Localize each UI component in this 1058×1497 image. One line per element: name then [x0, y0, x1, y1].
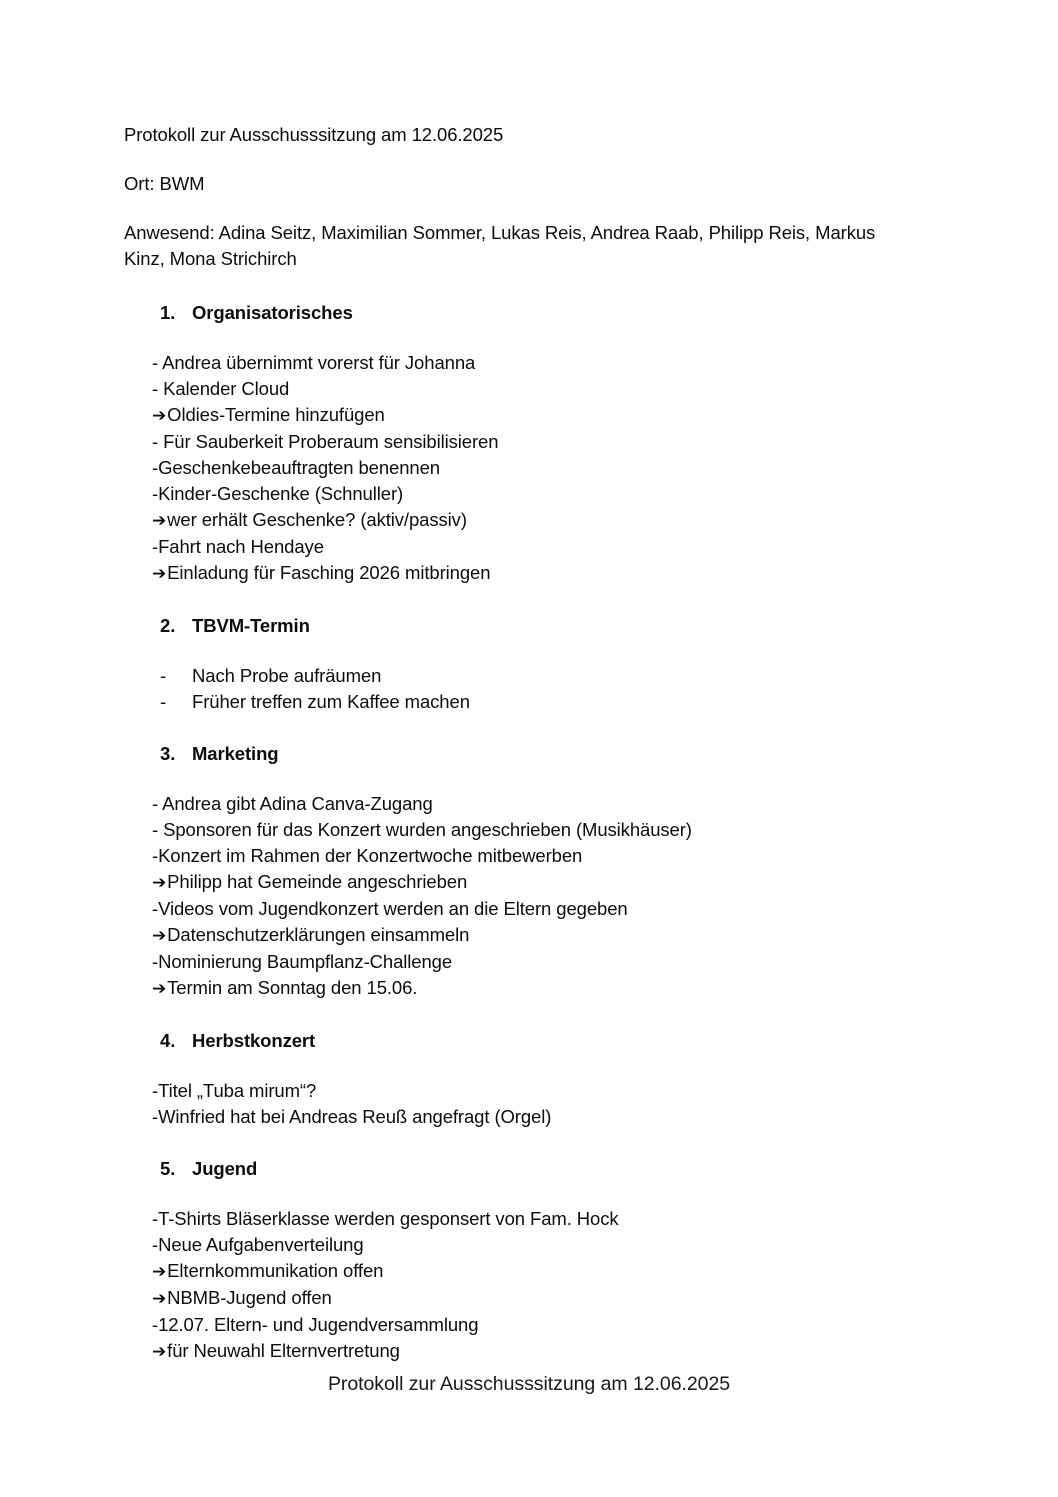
dash-bullet-icon: - [152, 819, 159, 840]
bullet-text: Andrea gibt Adina Canva-Zugang [158, 793, 433, 814]
bullet-text: NBMB-Jugend offen [167, 1287, 332, 1308]
arrow-right-icon: ➔ [152, 564, 167, 583]
section-items [0, 1206, 1058, 1365]
bullet-line [152, 429, 1058, 455]
bullet-line [152, 376, 1058, 402]
section-items [0, 1078, 1058, 1130]
dash-bullet-icon: - [152, 536, 159, 557]
bullet-text: Kinder-Geschenke (Schnuller) [158, 483, 404, 504]
dash-bullet-icon: - [152, 431, 159, 452]
bullet-text: Andrea übernimmt vorerst für Johanna [158, 352, 476, 373]
section-heading [160, 1156, 1058, 1182]
bullet-line [152, 507, 1058, 534]
bullet-text: Philipp hat Gemeinde angeschrieben [167, 871, 468, 892]
dash-bullet-icon: - [152, 457, 159, 478]
dash-bullet-icon: - [152, 898, 159, 919]
section-items [0, 791, 1058, 1002]
bullet-text: Neue Aufgabenverteilung [158, 1234, 364, 1255]
section-heading [160, 613, 1058, 639]
section-4 [0, 1028, 1058, 1130]
bullet-line [152, 922, 1058, 949]
list-item [160, 663, 1058, 689]
dash-bullet-icon: - [160, 665, 167, 686]
bullet-line [152, 534, 1058, 560]
bullet-line [152, 1206, 1058, 1232]
section-title: Organisatorisches [192, 302, 353, 323]
dash-bullet-icon: - [152, 793, 159, 814]
bullet-text: Sponsoren für das Konzert wurden angeschrieben (Musikhäuser) [158, 819, 692, 840]
dash-bullet-icon: - [160, 691, 167, 712]
dash-bullet-icon: - [152, 845, 159, 866]
arrow-right-icon: ➔ [152, 926, 167, 945]
bullet-line [152, 817, 1058, 843]
bullet-text: Datenschutzerklärungen einsammeln [167, 924, 470, 945]
section-spacer [0, 715, 1058, 741]
document-header-block [124, 122, 894, 272]
bullet-text: 12.07. Eltern- und Jugendversammlung [158, 1314, 479, 1335]
section-items [0, 663, 1058, 715]
arrow-right-icon: ➔ [152, 1262, 167, 1281]
bullet-text: Konzert im Rahmen der Konzertwoche mitbewerben [158, 845, 583, 866]
bullet-line [152, 949, 1058, 975]
section-number: 5. [160, 1158, 176, 1179]
section-heading [160, 741, 1058, 767]
bullet-line [152, 896, 1058, 922]
bullet-text: Oldies-Termine hinzufügen [167, 404, 385, 425]
location-line: Ort: BWM [124, 173, 205, 194]
bullet-line [152, 1285, 1058, 1312]
document-title-line: Protokoll zur Ausschusssitzung am 12.06.2025 [124, 124, 504, 145]
bullet-text: Kalender Cloud [158, 378, 290, 399]
bullet-text: T-Shirts Bläserklasse werden gesponsert von Fam. Hock [158, 1208, 619, 1229]
section-heading [160, 1028, 1058, 1054]
bullet-line [152, 1078, 1058, 1104]
bullet-text: Winfried hat bei Andreas Reuß angefragt (Orgel) [158, 1106, 552, 1127]
bullet-line [152, 1338, 1058, 1365]
section-spacer [0, 1130, 1058, 1156]
dash-bullet-icon: - [152, 951, 159, 972]
section-1 [0, 300, 1058, 587]
bullet-line [152, 560, 1058, 587]
section-number: 4. [160, 1030, 176, 1051]
dash-bullet-icon: - [152, 483, 159, 504]
bullet-line [152, 791, 1058, 817]
section-title: Jugend [192, 1158, 258, 1179]
section-number: 3. [160, 743, 176, 764]
bullet-line [152, 1258, 1058, 1285]
sections-container [0, 300, 1058, 1365]
arrow-right-icon: ➔ [152, 1289, 167, 1308]
bullet-text: Elternkommunikation offen [167, 1260, 384, 1281]
bullet-line [152, 1232, 1058, 1258]
dash-bullet-icon: - [152, 1080, 159, 1101]
section-number: 1. [160, 302, 176, 323]
page-footer: Protokoll zur Ausschusssitzung am 12.06.2025 [327, 1373, 731, 1395]
bullet-text: Nominierung Baumpflanz-Challenge [158, 951, 453, 972]
arrow-right-icon: ➔ [152, 1342, 167, 1361]
section-title: Marketing [192, 743, 279, 764]
bullet-text: Geschenkebeauftragten benennen [158, 457, 440, 478]
dash-bullet-icon: - [152, 1234, 159, 1255]
section-spacer [0, 587, 1058, 613]
section-title: TBVM-Termin [192, 615, 310, 636]
dash-bullet-icon: - [152, 1106, 159, 1127]
bullet-line [152, 843, 1058, 869]
section-5 [0, 1156, 1058, 1365]
bullet-text: Termin am Sonntag den 15.06. [167, 977, 418, 998]
bullet-text: Für Sauberkeit Proberaum sensibilisieren [158, 431, 499, 452]
list-item-label: Nach Probe aufräumen [192, 665, 382, 686]
list-item [160, 689, 1058, 715]
section-heading [160, 300, 1058, 326]
dash-bullet-icon: - [152, 1208, 159, 1229]
attendees-line: Anwesend: Adina Seitz, Maximilian Sommer, Lukas Reis, Andrea Raab, Philipp Reis, Markus Kinz, Mona Strichirch [124, 222, 876, 269]
bullet-line [152, 1104, 1058, 1130]
bullet-line [152, 481, 1058, 507]
bullet-text: für Neuwahl Elternvertretung [167, 1340, 400, 1361]
bullet-text: Fahrt nach Hendaye [158, 536, 324, 557]
arrow-right-icon: ➔ [152, 511, 167, 530]
dash-bullet-icon: - [152, 352, 159, 373]
section-items [0, 350, 1058, 587]
bullet-line [152, 455, 1058, 481]
bullet-line [152, 869, 1058, 896]
bullet-text: wer erhält Geschenke? (aktiv/passiv) [167, 509, 467, 530]
section-3 [0, 741, 1058, 1002]
bullet-line [152, 350, 1058, 376]
arrow-right-icon: ➔ [152, 979, 167, 998]
bullet-text: Titel „Tuba mirum“? [158, 1080, 317, 1101]
section-title: Herbstkonzert [192, 1030, 316, 1051]
arrow-right-icon: ➔ [152, 873, 167, 892]
section-spacer [0, 1002, 1058, 1028]
section-2 [0, 613, 1058, 715]
dash-bullet-icon: - [152, 378, 159, 399]
arrow-right-icon: ➔ [152, 406, 167, 425]
bullet-line [152, 402, 1058, 429]
dash-bullet-icon: - [152, 1314, 159, 1335]
bullet-line [152, 1312, 1058, 1338]
bullet-text: Videos vom Jugendkonzert werden an die Eltern gegeben [158, 898, 628, 919]
list-item-label: Früher treffen zum Kaffee machen [192, 691, 470, 712]
bullet-line [152, 975, 1058, 1002]
bullet-text: Einladung für Fasching 2026 mitbringen [167, 562, 491, 583]
section-number: 2. [160, 615, 176, 636]
